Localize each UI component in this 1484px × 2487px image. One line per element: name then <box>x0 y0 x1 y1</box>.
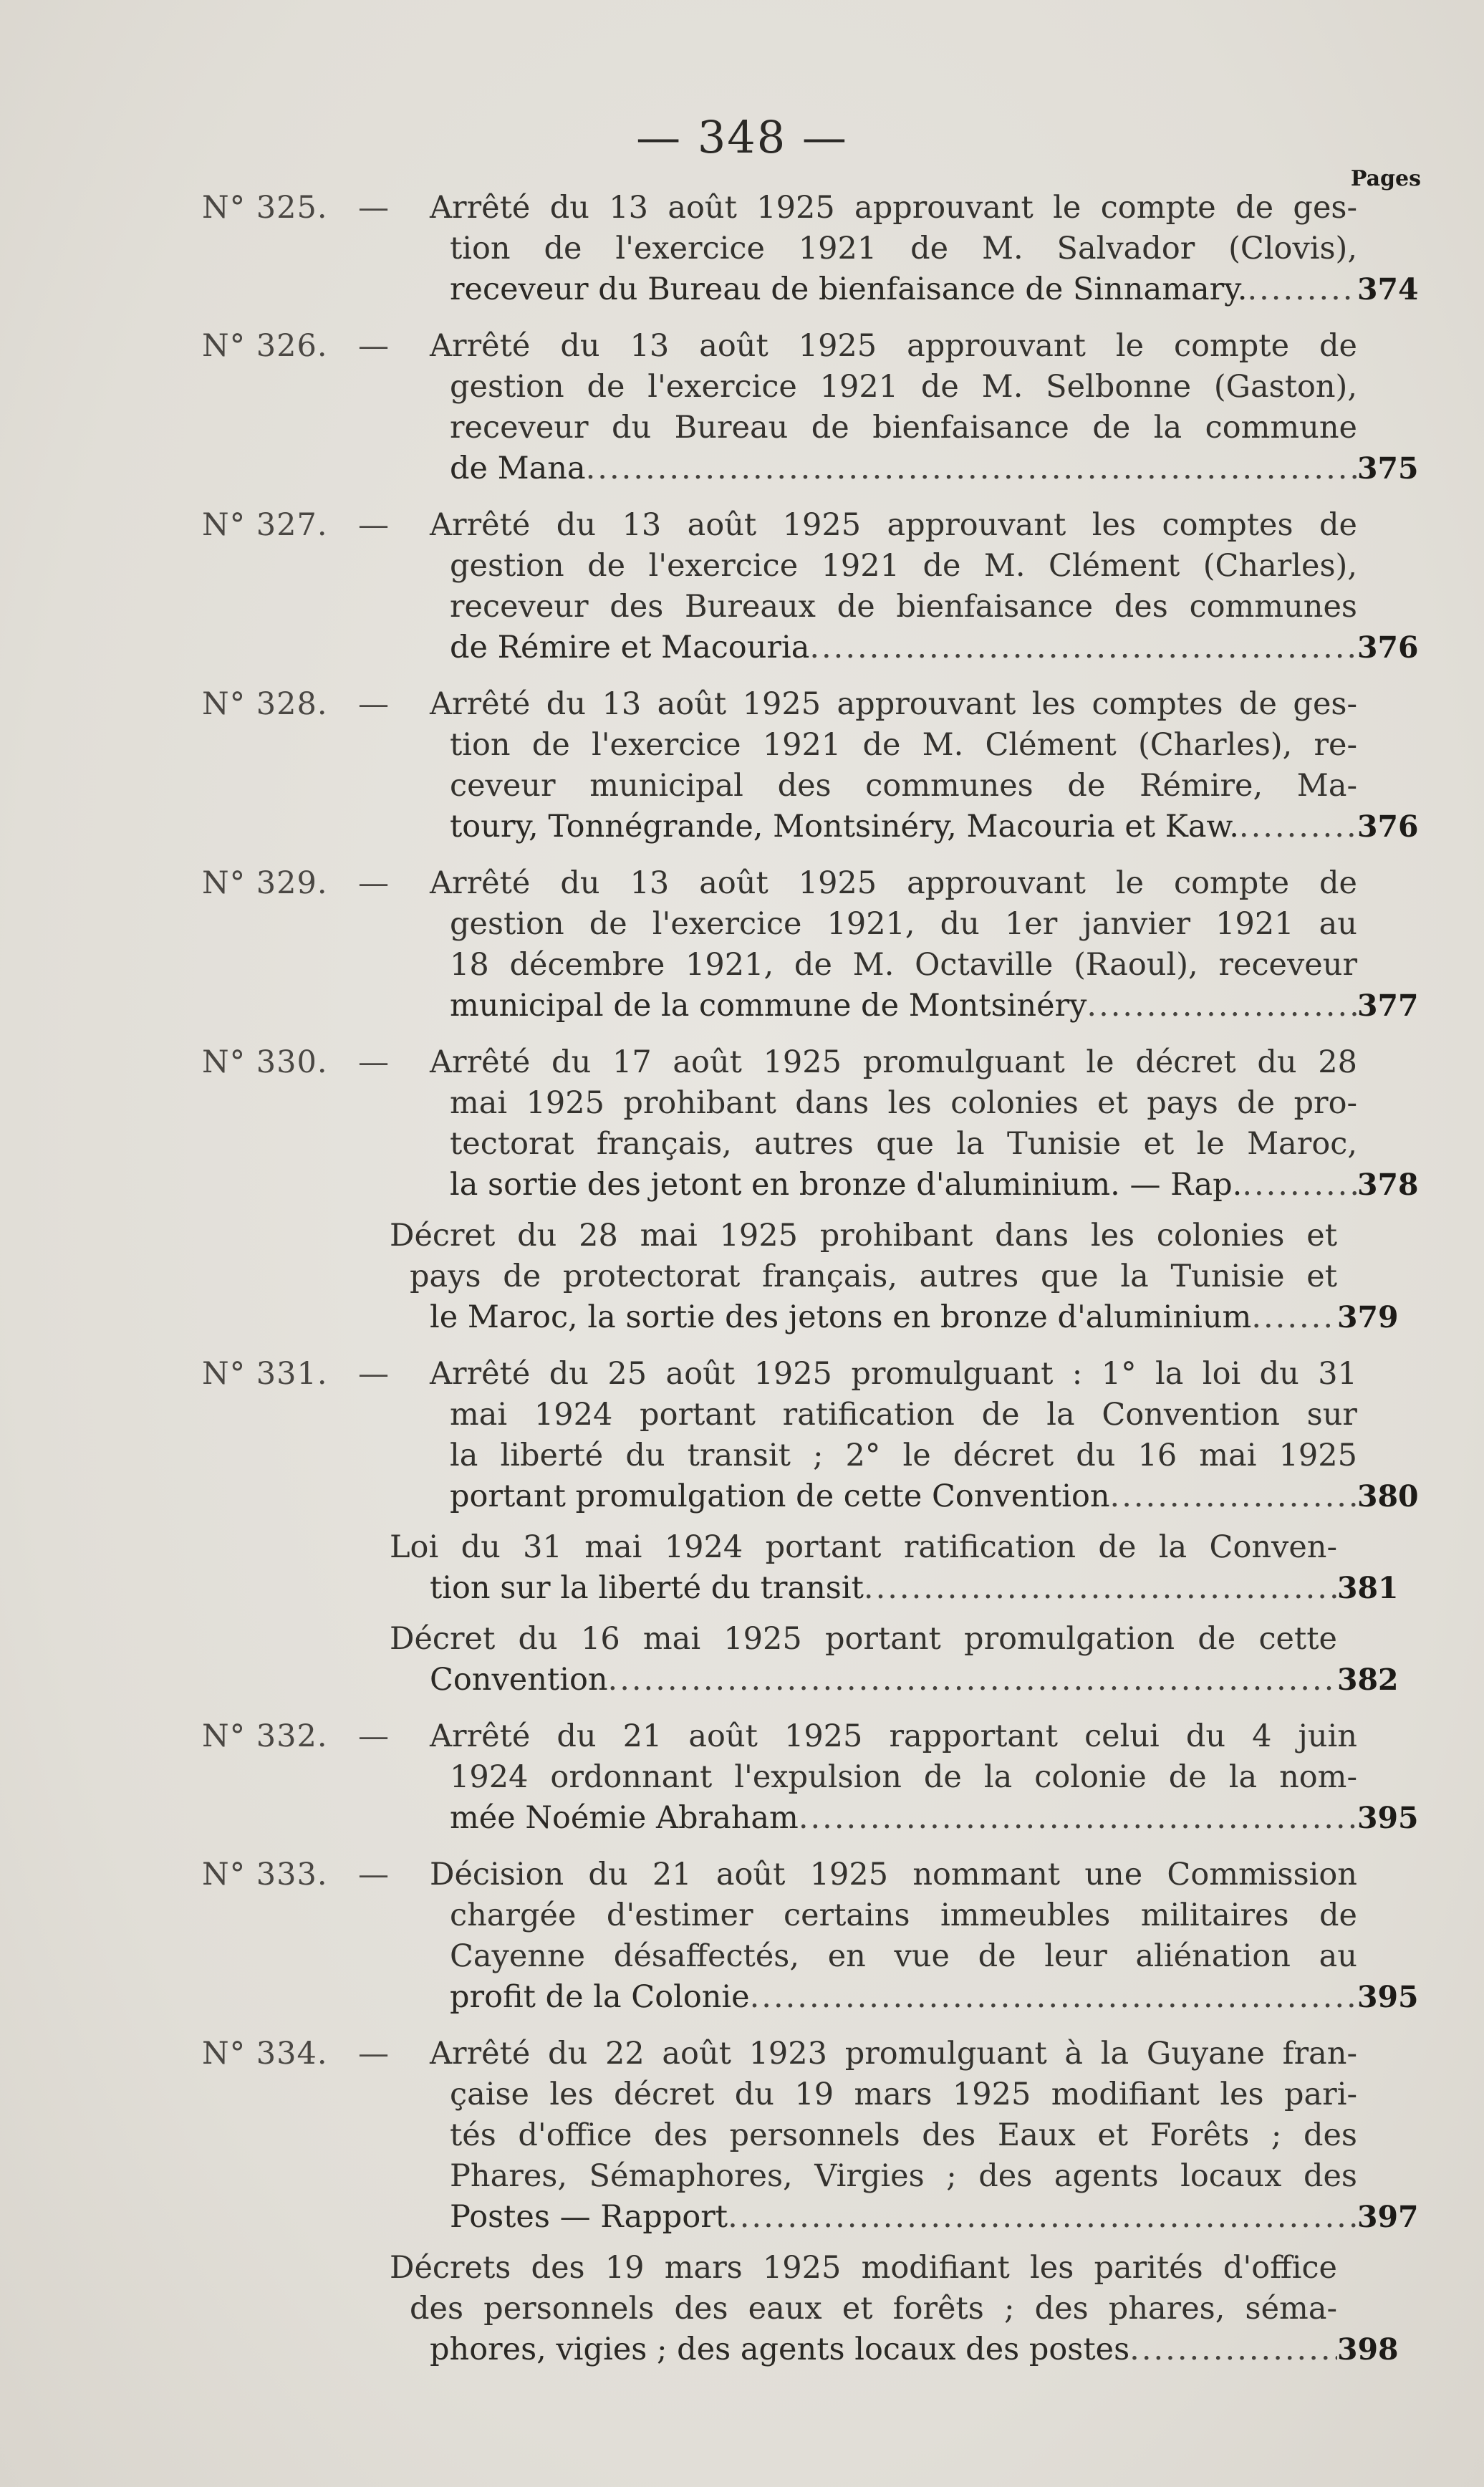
entry-body <box>430 1855 1419 2018</box>
entry-body <box>430 684 1419 847</box>
page-reference: 395 <box>1357 1801 1419 1835</box>
entry-dash: — <box>358 2036 389 2072</box>
page-reference: 378 <box>1357 1168 1419 1202</box>
entry-text-line: 1924 ordonnant l'expulsion de la colonie de la nom- <box>450 1759 1357 1795</box>
entry-number: N° 332. <box>202 1718 328 1754</box>
page-reference: 395 <box>1357 1980 1419 2014</box>
dot-leader <box>608 1660 1337 1701</box>
entry-text-line: le Maroc, la sortie des jetons en bronze d'aluminium <box>430 1299 1252 1335</box>
entry-text-line: 18 décembre 1921, de M. Octaville (Raoul), receveur <box>450 947 1357 983</box>
toc-entry <box>0 2034 1484 2370</box>
entry-body <box>430 1042 1419 1206</box>
toc-entry <box>0 684 1484 847</box>
entry-text-line: Postes — Rapport <box>450 2199 728 2235</box>
page-reference: 381 <box>1337 1571 1399 1605</box>
toc-entry <box>0 1354 1484 1701</box>
entry-number: N° 326. <box>202 328 328 364</box>
entry-text-line: mai 1924 portant ratification de la Convention sur <box>450 1397 1357 1433</box>
dot-leader <box>728 2197 1357 2238</box>
sub-entry <box>390 2248 1399 2370</box>
entry-number: N° 330. <box>202 1044 328 1080</box>
entry-text-line: mai 1925 prohibant dans les colonies et pays de pro- <box>450 1085 1357 1121</box>
entry-dash: — <box>358 1044 389 1080</box>
entry-text-line: mée Noémie Abraham <box>450 1800 799 1836</box>
toc-entry <box>0 1855 1484 2018</box>
entry-text-line: Cayenne désaffectés, en vue de leur aliénation au <box>450 1938 1357 1974</box>
entry-text-line: tion sur la liberté du transit <box>430 1570 864 1606</box>
entry-text-line: Arrêté du 13 août 1925 approuvant les comptes de <box>430 507 1357 543</box>
table-of-contents <box>0 188 1484 2386</box>
entry-text-line: tectorat français, autres que la Tunisie et le Maroc, <box>450 1126 1357 1162</box>
page-reference: 376 <box>1357 630 1419 665</box>
sub-entry <box>390 1216 1399 1338</box>
dot-leader <box>1242 1165 1357 1206</box>
entry-number: N° 331. <box>202 1356 328 1392</box>
entry-text-line: municipal de la commune de Montsinéry <box>450 988 1087 1024</box>
pages-column-heading: Pages <box>1350 166 1421 191</box>
sub-entry <box>390 1619 1399 1701</box>
entry-text-line: receveur du Bureau de bienfaisance de Sinnamary. <box>450 271 1248 307</box>
dot-leader <box>799 1798 1357 1839</box>
sub-entry <box>390 1527 1399 1609</box>
entry-dash: — <box>358 686 389 722</box>
toc-entry <box>0 188 1484 310</box>
page-reference: 380 <box>1357 1479 1419 1514</box>
toc-entry <box>0 863 1484 1026</box>
entry-text-line: toury, Tonnégrande, Montsinéry, Macouria et Kaw. <box>450 809 1239 845</box>
page-reference: 397 <box>1357 2200 1419 2234</box>
entry-text-line: tion de l'exercice 1921 de M. Salvador (Clovis), <box>450 231 1357 266</box>
entry-text-line: tion de l'exercice 1921 de M. Clément (Charles), re- <box>450 727 1357 763</box>
dot-leader <box>1110 1476 1357 1517</box>
toc-entry <box>0 326 1484 489</box>
dot-leader <box>586 448 1357 489</box>
entry-text-line: Arrêté du 21 août 1925 rapportant celui du 4 juin <box>430 1718 1357 1754</box>
toc-entry <box>0 1042 1484 1338</box>
page-reference: 375 <box>1357 451 1419 486</box>
entry-text-line: Arrêté du 17 août 1925 promulguant le décret du 28 <box>430 1044 1357 1080</box>
entry-text-line: phores, vigies ; des agents locaux des postes <box>430 2332 1130 2367</box>
page-reference: 377 <box>1357 988 1419 1023</box>
dot-leader <box>864 1568 1337 1609</box>
page-reference: 382 <box>1337 1663 1399 1697</box>
entry-number: N° 325. <box>202 190 328 226</box>
entry-body <box>430 188 1419 310</box>
entry-text-line: Convention <box>430 1662 608 1698</box>
entry-text-line: çaise les décret du 19 mars 1925 modifiant les pari- <box>450 2077 1357 2112</box>
dot-leader <box>1239 807 1357 847</box>
page-number: — 348 — <box>636 111 848 163</box>
entry-number: N° 329. <box>202 865 328 901</box>
entry-text-line: receveur du Bureau de bienfaisance de la commune <box>450 410 1357 446</box>
entry-dash: — <box>358 190 389 226</box>
entry-body <box>430 1354 1419 1517</box>
entry-text-line: chargée d'estimer certains immeubles militaires de <box>450 1897 1357 1933</box>
entry-text-line: Arrêté du 13 août 1925 approuvant les comptes de ges- <box>430 686 1357 722</box>
entry-number: N° 333. <box>202 1857 328 1892</box>
entry-text-line: Loi du 31 mai 1924 portant ratification de la Conven- <box>390 1529 1337 1565</box>
page-reference: 379 <box>1337 1300 1399 1334</box>
dot-leader <box>750 1977 1357 2018</box>
page-reference: 374 <box>1357 272 1419 307</box>
entry-text-line: Arrêté du 13 août 1925 approuvant le compte de <box>430 865 1357 901</box>
page-reference: 376 <box>1357 809 1419 844</box>
entry-body <box>430 1716 1419 1839</box>
toc-entry <box>0 1716 1484 1839</box>
entry-dash: — <box>358 865 389 901</box>
entry-text-line: Phares, Sémaphores, Virgies ; des agents locaux des <box>450 2158 1357 2194</box>
entry-text-line: Décret du 28 mai 1925 prohibant dans les colonies et <box>390 1218 1337 1254</box>
entry-text-line: Arrêté du 25 août 1925 promulguant : 1° la loi du 31 <box>430 1356 1357 1392</box>
dot-leader <box>1247 269 1357 310</box>
entry-text-line: gestion de l'exercice 1921 de M. Clément (Charles), <box>450 548 1357 584</box>
entry-dash: — <box>358 507 389 543</box>
dot-leader <box>1086 986 1357 1026</box>
entry-text-line: pays de protectorat français, autres que la Tunisie et <box>410 1259 1337 1294</box>
entry-dash: — <box>358 1857 389 1892</box>
entry-text-line: des personnels des eaux et forêts ; des phares, séma- <box>410 2291 1337 2327</box>
entry-dash: — <box>358 328 389 364</box>
entry-text-line: gestion de l'exercice 1921 de M. Selbonne (Gaston), <box>450 369 1357 405</box>
entry-body <box>430 326 1419 489</box>
entry-number: N° 328. <box>202 686 328 722</box>
entry-number: N° 334. <box>202 2036 328 2072</box>
toc-entry <box>0 505 1484 668</box>
entry-text-line: Décision du 21 août 1925 nommant une Commission <box>430 1857 1357 1892</box>
entry-text-line: Arrêté du 13 août 1925 approuvant le compte de <box>430 328 1357 364</box>
entry-text-line: la liberté du transit ; 2° le décret du 16 mai 1925 <box>450 1438 1357 1473</box>
entry-body <box>430 863 1419 1026</box>
entry-text-line: Décret du 16 mai 1925 portant promulgation de cette <box>390 1621 1337 1657</box>
entry-text-line: Décrets des 19 mars 1925 modifiant les parités d'office <box>390 2250 1337 2286</box>
entry-text-line: receveur des Bureaux de bienfaisance des communes <box>450 589 1357 625</box>
entry-text-line: de Rémire et Macouria <box>450 630 810 665</box>
page-reference: 398 <box>1337 2332 1399 2367</box>
entry-text-line: profit de la Colonie <box>450 1979 750 2015</box>
entry-text-line: ceveur municipal des communes de Rémire, Ma- <box>450 768 1357 804</box>
entry-text-line: Arrêté du 22 août 1923 promulguant à la Guyane fran- <box>430 2036 1357 2072</box>
dot-leader <box>1129 2329 1337 2370</box>
entry-text-line: de Mana <box>450 451 586 486</box>
entry-dash: — <box>358 1718 389 1754</box>
entry-text-line: Arrêté du 13 août 1925 approuvant le compte de ges- <box>430 190 1357 226</box>
entry-number: N° 327. <box>202 507 328 543</box>
entry-body <box>430 2034 1419 2238</box>
entry-text-line: la sortie des jetont en bronze d'aluminium. — Rap. <box>450 1167 1243 1203</box>
entry-text-line: gestion de l'exercice 1921, du 1er janvier 1921 au <box>450 906 1357 942</box>
entry-text-line: portant promulgation de cette Convention <box>450 1478 1110 1514</box>
entry-text-line: tés d'office des personnels des Eaux et Forêts ; des <box>450 2117 1357 2153</box>
entry-body <box>430 505 1419 668</box>
dot-leader <box>1251 1297 1337 1338</box>
entry-dash: — <box>358 1356 389 1392</box>
dot-leader <box>809 627 1357 668</box>
